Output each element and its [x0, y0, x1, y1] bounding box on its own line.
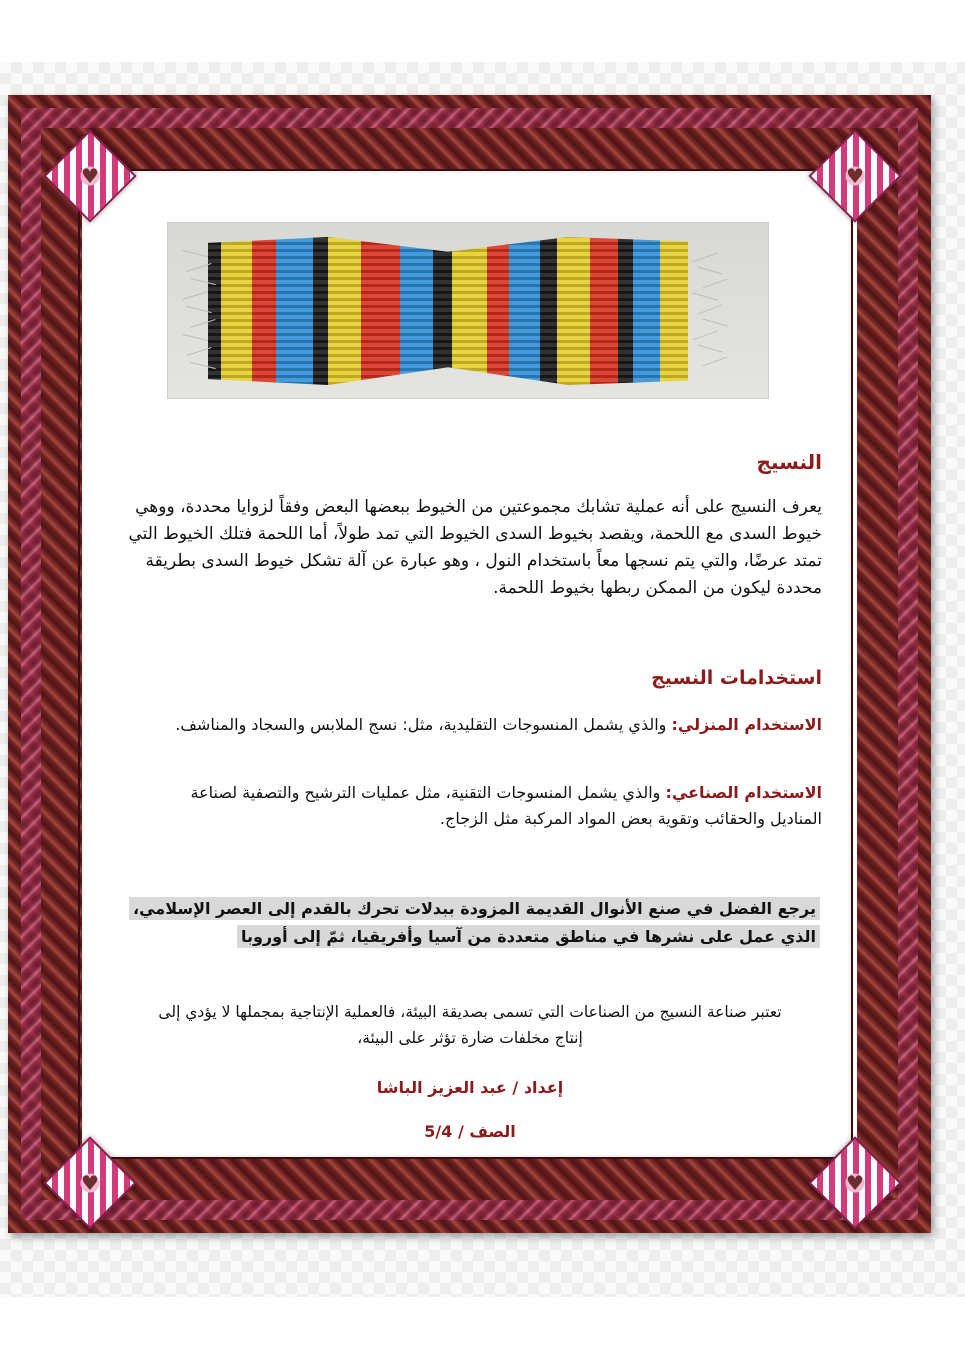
weave-stripe	[487, 237, 509, 385]
use-home	[152, 712, 822, 738]
weave-stripe	[433, 237, 453, 385]
eco-paragraph: تعتبر صناعة النسيج من الصناعات التي تسمى بصديقة البيئة، فالعملية الإنتاجية بمجملها لا يؤدي إلى إنتاج مخلفات ضارة تؤثر على البيئة،	[158, 1003, 782, 1047]
history-highlighted-text: يرجع الفضل في صنع الأنوال القديمة المزودة ببدلات تحرك بالقدم إلى العصر الإسلامي، الذي عمل على نشرها في مناطق متعددة من آسيا وأفريقيا، ثمّ إلى أوروبا	[129, 897, 820, 948]
uses-heading: استخدامات النسيج	[651, 667, 822, 689]
loose-thread	[186, 306, 211, 313]
weave-stripe	[660, 237, 688, 385]
use-industrial-label: الاستخدام الصناعي:	[665, 783, 822, 802]
weave-stripe	[633, 237, 659, 385]
weave-stripe	[221, 237, 252, 385]
weave-stripe	[452, 237, 487, 385]
loose-thread	[182, 291, 207, 300]
weave-stripe	[557, 237, 590, 385]
weave-stripe	[618, 237, 633, 385]
weave-stripes	[208, 237, 688, 385]
loose-thread	[186, 347, 211, 356]
heart-icon: ♥	[81, 1171, 99, 1195]
use-home-text: والذي يشمل المنسوجات التقليدية، مثل: نسج الملابس والسجاد والمناشف.	[175, 715, 672, 734]
use-home-label: الاستخدام المنزلي:	[671, 715, 822, 734]
loose-thread	[702, 318, 727, 326]
intro-paragraph: يعرف النسيج على أنه عملية تشابك مجموعتين من الخيوط ببعضها البعض وفقاً لزوايا محددة، ووهي خيوط السدى مع اللحمة، ويقصد بخيوط السدى الخيوط التي تمد طولاً، أما اللحمة فتلك الخيوط التي تمتد عرضًا، والتي يتم نسجها معاً باستخدام النول ، وهو عبارة عن آلة تشكل خيوط السدى بطريقة محددة ليكون من الممكن ربطها بخيوط اللحمة.	[128, 497, 822, 598]
weave-stripe	[540, 237, 557, 385]
page-title: النسيج	[756, 450, 822, 474]
heart-icon: ♥	[81, 164, 99, 188]
use-industrial	[152, 780, 822, 832]
heart-icon: ♥	[846, 164, 864, 188]
loose-thread	[697, 344, 722, 352]
loose-thread	[693, 253, 718, 263]
history-paragraph	[118, 895, 820, 951]
weave-stripe	[313, 237, 328, 385]
loose-thread	[703, 279, 728, 289]
weave-stripe	[276, 237, 313, 385]
grade-label: الصف / 5/4	[424, 1122, 516, 1141]
loose-thread	[186, 263, 211, 272]
weave-stripe	[590, 237, 618, 385]
woven-fabric-photo	[167, 222, 769, 399]
heart-icon: ♥	[846, 1171, 864, 1195]
weave-stripe	[400, 237, 433, 385]
weave-stripe	[509, 237, 540, 385]
use-industrial-text: والذي يشمل المنسوجات التقنية، مثل عمليات الترشيح والتصفية لصناعة المناديل والحقائب وتقوية بعض المواد المركبة مثل الزجاج.	[190, 783, 822, 828]
weave-stripe	[252, 237, 276, 385]
loose-thread	[703, 357, 728, 367]
loose-thread	[182, 334, 207, 341]
loose-thread	[693, 331, 718, 341]
loose-thread	[698, 305, 723, 315]
weave-stripe	[361, 237, 400, 385]
loose-thread	[697, 266, 722, 274]
loose-thread	[182, 250, 207, 257]
author-credit: إعداد / عبد العزيز الباشا	[376, 1078, 564, 1097]
loose-thread	[692, 292, 717, 300]
weave-stripe	[328, 237, 361, 385]
